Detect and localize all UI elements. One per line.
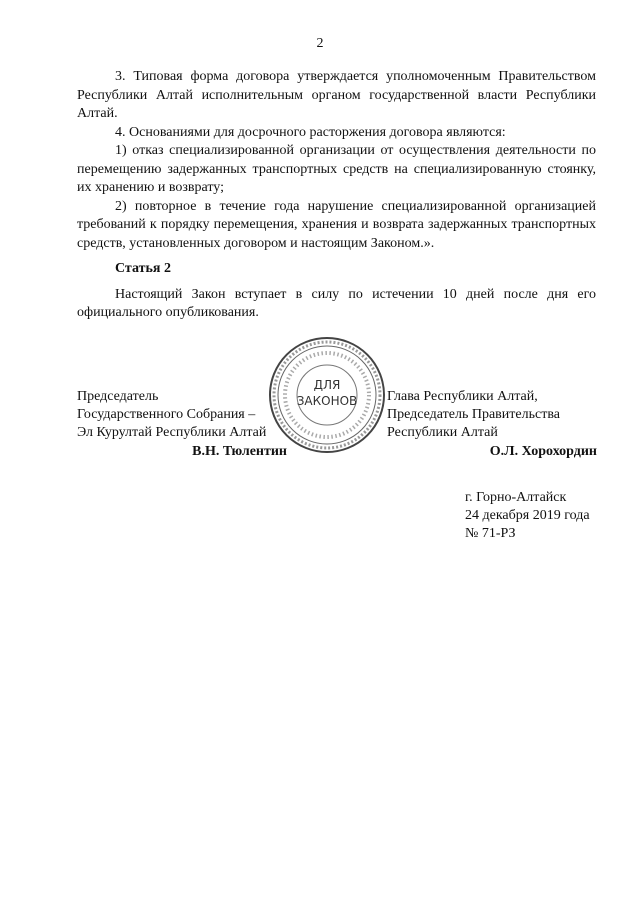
- signatory-name: О.Л. Хорохордин: [489, 444, 597, 459]
- date: 24 декабря 2019 года: [465, 508, 590, 523]
- article-heading: Статья 2: [115, 261, 171, 276]
- signature-block-right: [387, 388, 597, 461]
- paragraph-clause-4: 4. Основаниями для досрочного расторжения договора являются:: [115, 124, 506, 140]
- law-number: № 71-РЗ: [465, 526, 516, 541]
- paragraph-item-1: 1) отказ специализированной организации от осуществления деятельности по перемещению задержанных транспортных средств на специализированную стоянку, их хранению и возврату;: [77, 143, 596, 195]
- signature-title-line: Председатель Правительства: [387, 407, 560, 422]
- stamp-text-bottom: ЗАКОНОВ: [296, 394, 358, 408]
- signatory-name: В.Н. Тюлентин: [192, 444, 287, 459]
- place-date-block: [465, 489, 590, 543]
- document-body: [77, 68, 596, 323]
- paragraph-clause-3: 3. Типовая форма договора утверждается уполномоченным Правительством Республики Алтай исполнительным органом государственной власти Республики Алтай.: [77, 69, 596, 121]
- signature-title-line: Глава Республики Алтай,: [387, 389, 538, 404]
- signature-block-left: [77, 388, 287, 461]
- signature-title-line: Государственного Собрания –: [77, 407, 256, 422]
- page-number: 2: [316, 36, 324, 51]
- paragraph-item-2: 2) повторное в течение года нарушение специализированной организацией требований к порядку перемещения, хранения и возврата задержанных транспортных средств, установленных договором и настоящим Законом.».: [77, 198, 596, 251]
- city: г. Горно-Алтайск: [465, 490, 567, 505]
- signature-title-line: Эл Курултай Республики Алтай: [77, 425, 267, 440]
- stamp-text-top: ДЛЯ: [313, 378, 341, 392]
- signature-title-line: Председатель: [77, 389, 159, 404]
- signature-title-line: Республики Алтай: [387, 425, 498, 440]
- paragraph-article-2: Настоящий Закон вступает в силу по истечении 10 дней после дня его официального опубликования.: [77, 286, 596, 320]
